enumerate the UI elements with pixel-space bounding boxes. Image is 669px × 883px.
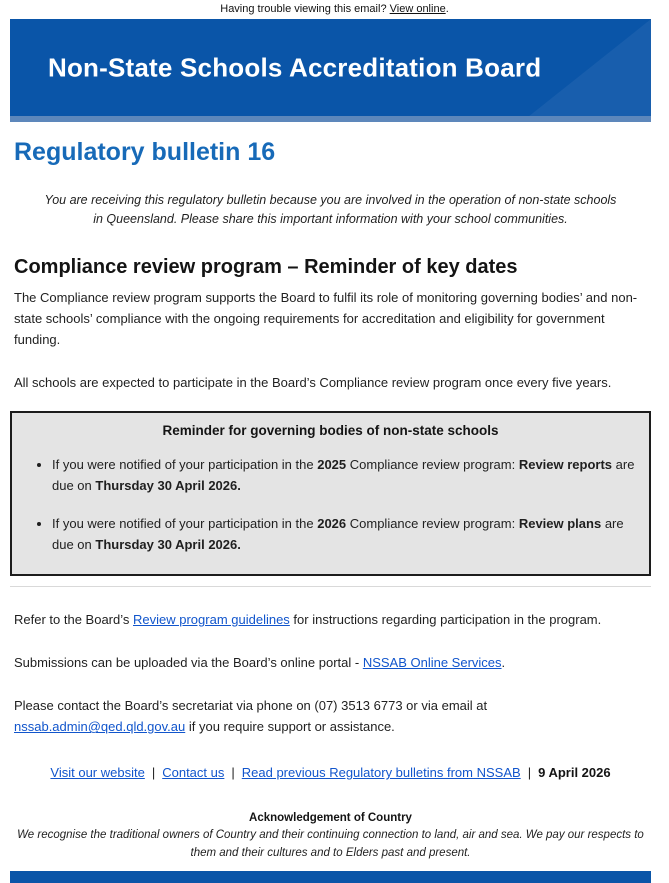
section-paragraph-1: The Compliance review program supports the Board to fulfil its role of monitoring governing bodies’ and non-state schools’ compliance with the ongoing requirements for accreditation and eligibility for government funding. xyxy=(14,289,638,347)
reminder-item-text: are due on xyxy=(52,456,635,493)
reminder-item-text: If you were notified of your participation in the xyxy=(52,516,318,532)
previous-bulletins-link[interactable]: Read previous Regulatory bulletins from NSSAB xyxy=(241,765,521,781)
acknowledgement-title: Acknowledgement of Country xyxy=(249,812,412,825)
view-online-link[interactable]: View online xyxy=(389,3,446,15)
reminder-list xyxy=(34,454,635,555)
reminder-item-text: Compliance review program: xyxy=(346,516,519,532)
footer-separator: | xyxy=(151,765,156,781)
reminder-item-text: are due on xyxy=(52,516,624,553)
acknowledgement-of-country xyxy=(10,812,651,862)
guidelines-text: for instructions regarding participation in the program. xyxy=(289,612,602,628)
contact-text: Please contact the Board’s secretariat via phone on (07) 3513 6773 or via email at xyxy=(14,698,488,714)
reminder-item-due-date: Thursday 30 April 2026. xyxy=(95,537,241,553)
acknowledgement-text: We recognise the traditional owners of Country and their continuing connection to land, air and sea. We pay our respects to them and their cultures and to Elders past and present. xyxy=(17,829,644,859)
guidelines-paragraph xyxy=(14,609,651,630)
reminder-item-text: If you were notified of your participation in the xyxy=(52,456,318,472)
portal-paragraph xyxy=(14,652,651,673)
footer-bar xyxy=(10,871,651,883)
contact-text: if you require support or assistance. xyxy=(185,719,395,735)
contact-us-link[interactable]: Contact us xyxy=(162,765,225,781)
reminder-item-2025 xyxy=(52,454,635,496)
section-paragraph-2: All schools are expected to participate in the Board’s Compliance review program once every five years. xyxy=(14,374,612,390)
reminder-item-emphasis: Review plans xyxy=(518,516,602,532)
email-link[interactable]: nssab.admin@qed.qld.gov.au xyxy=(14,719,186,735)
nssab-online-services-link[interactable]: NSSAB Online Services xyxy=(362,655,502,671)
preheader-text: Having trouble viewing this email? xyxy=(220,3,390,15)
reminder-item-emphasis: Review reports xyxy=(518,456,613,472)
reminder-item-2026 xyxy=(52,513,635,555)
reminder-item-year: 2026 xyxy=(317,516,347,532)
preheader xyxy=(0,0,669,19)
preheader-suffix: . xyxy=(445,3,449,15)
visit-website-link[interactable]: Visit our website xyxy=(50,765,145,781)
header-banner xyxy=(10,19,651,116)
banner-strip xyxy=(10,116,651,122)
portal-text: Submissions can be uploaded via the Board’s online portal - xyxy=(14,655,363,671)
portal-text: . xyxy=(501,655,506,671)
reminder-item-due-date: Thursday 30 April 2026. xyxy=(95,477,241,493)
contact-paragraph xyxy=(14,695,651,737)
section-divider xyxy=(10,586,651,587)
bulletin-title: Regulatory bulletin 16 xyxy=(14,138,276,166)
section-heading: Compliance review program – Reminder of key dates xyxy=(14,255,518,278)
reminder-item-text: Compliance review program: xyxy=(346,456,519,472)
footer-links xyxy=(10,765,651,780)
review-program-guidelines-link[interactable]: Review program guidelines xyxy=(133,612,290,628)
footer-separator: | xyxy=(231,765,235,781)
organisation-title: Non-State Schools Accreditation Board xyxy=(48,52,542,82)
reminder-box xyxy=(10,411,651,576)
reminder-box-title: Reminder for governing bodies of non-state schools xyxy=(162,422,499,438)
intro-paragraph: You are receiving this regulatory bulletin because you are involved in the operation of non-state schools in Queensland. Please share this important information with your school communities. xyxy=(44,193,617,227)
reminder-item-year: 2025 xyxy=(317,456,347,472)
footer-separator: | xyxy=(527,765,532,781)
guidelines-text: Refer to the Board’s xyxy=(14,612,133,628)
bulletin-date: 9 April 2026 xyxy=(538,765,611,781)
